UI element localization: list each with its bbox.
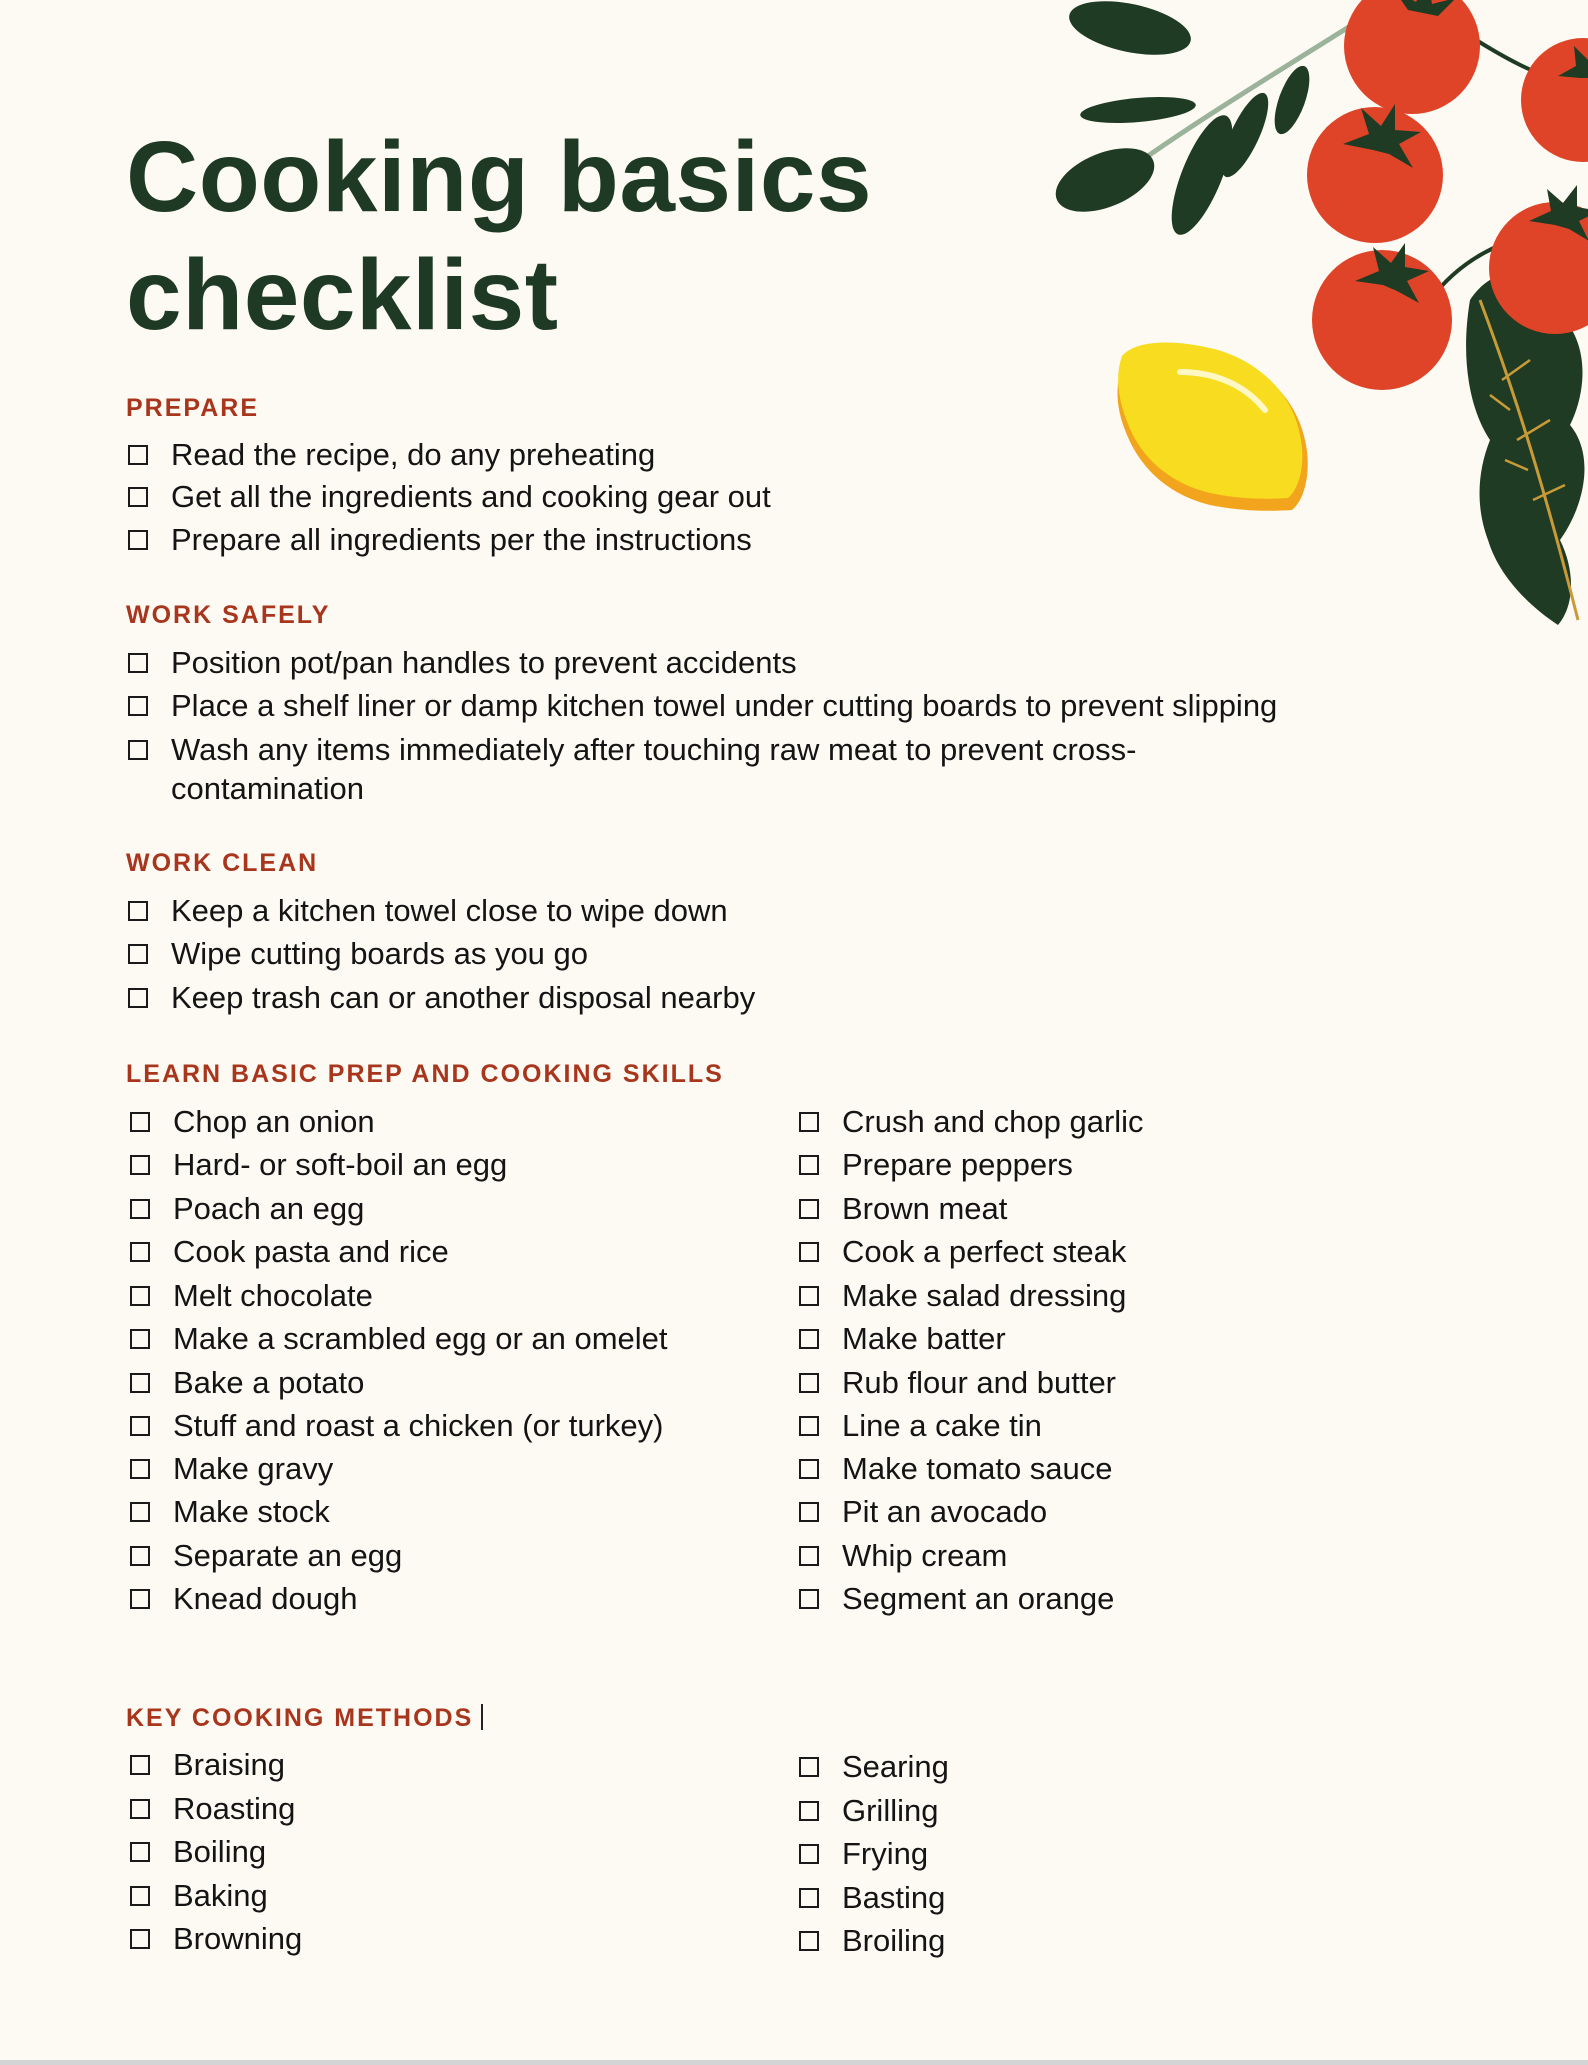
item-label: Hard- or soft-boil an egg [173,1147,508,1182]
item-label: Prepare peppers [842,1147,1073,1182]
checklist-item [799,1921,945,1960]
item-label: Grilling [842,1793,939,1828]
checkbox[interactable] [130,1546,150,1566]
checklist-item [130,1449,333,1488]
checkbox[interactable] [128,696,148,716]
checklist-item [799,1791,938,1830]
item-label: Prepare all ingredients per the instructions [171,522,752,557]
item-label: Frying [842,1836,929,1871]
section-heading-skills: LEARN BASIC PREP AND COOKING SKILLS [126,1060,724,1088]
item-label: Crush and chop garlic [842,1104,1144,1139]
item-label: Roasting [173,1791,296,1826]
checkbox[interactable] [799,1416,819,1436]
text-cursor [481,1704,483,1730]
checkbox[interactable] [799,1459,819,1479]
item-label: Brown meat [842,1191,1008,1226]
item-label: Chop an onion [173,1104,375,1139]
checklist-item [128,934,588,973]
checkbox[interactable] [799,1155,819,1175]
checklist-item [799,1232,1126,1271]
checkbox[interactable] [130,1286,150,1306]
checkbox[interactable] [799,1844,819,1864]
checklist-item [799,1579,1114,1618]
checkbox[interactable] [130,1886,150,1906]
checkbox[interactable] [130,1755,150,1775]
checklist-item [130,1189,364,1228]
checklist-item [128,643,797,682]
checkbox[interactable] [799,1589,819,1609]
item-label: Melt chocolate [173,1278,373,1313]
item-label: Cook a perfect steak [842,1234,1127,1269]
item-label: Make tomato sauce [842,1451,1113,1486]
checkbox[interactable] [128,901,148,921]
checklist-item [128,686,1277,725]
checklist-item [799,1363,1116,1402]
item-label: Braising [173,1747,285,1782]
checkbox[interactable] [128,740,148,760]
checklist-item [799,1449,1113,1488]
checklist-item [130,1406,664,1445]
section-heading-prepare: PREPARE [126,394,260,422]
checklist-item [128,520,752,559]
checklist-item [130,1492,330,1531]
checklist-item [799,1492,1047,1531]
checklist-item [130,1745,285,1784]
page-title: Cooking basics checklist [126,121,873,351]
checklist-item [130,1102,375,1141]
checkbox[interactable] [128,445,148,465]
checkbox[interactable] [130,1799,150,1819]
item-label: Place a shelf liner or damp kitchen towel under cutting boards to prevent slipping [171,688,1278,723]
checkbox[interactable] [128,988,148,1008]
checklist-item [130,1789,295,1828]
checklist-item [130,1832,266,1871]
item-label: Wipe cutting boards as you go [171,936,589,971]
checkbox[interactable] [799,1329,819,1349]
checkbox[interactable] [799,1286,819,1306]
checkbox[interactable] [130,1373,150,1393]
tomato-icon [1307,0,1588,390]
checkbox[interactable] [799,1502,819,1522]
checklist-item [130,1363,364,1402]
produce-illustration [1030,0,1588,640]
checkbox[interactable] [128,530,148,550]
item-label: Separate an egg [173,1538,403,1573]
checkbox[interactable] [130,1459,150,1479]
checkbox[interactable] [128,653,148,673]
checkbox[interactable] [130,1842,150,1862]
item-label: Make stock [173,1494,330,1529]
checklist-item [128,435,655,474]
item-label: Broiling [842,1923,946,1958]
checkbox[interactable] [130,1929,150,1949]
item-label: Browning [173,1921,303,1956]
checkbox[interactable] [799,1801,819,1821]
item-label: Position pot/pan handles to prevent accidents [171,645,797,680]
checklist-item [130,1876,268,1915]
item-label: Rub flour and butter [842,1365,1117,1400]
item-label: Make a scrambled egg or an omelet [173,1321,668,1356]
item-label: Basting [842,1880,946,1915]
checkbox[interactable] [799,1546,819,1566]
item-label: Baking [173,1878,268,1913]
checklist-item [799,1145,1073,1184]
item-label: Keep a kitchen towel close to wipe down [171,893,728,928]
item-label: Wash any items immediately after touching raw meat to prevent cross-contamination [171,732,1137,806]
checklist-item [799,1878,945,1917]
checklist-item [128,978,755,1017]
section-heading-methods[interactable] [126,1703,483,1733]
section-heading-methods-text: KEY COOKING METHODS [126,1704,474,1732]
checklist-item [799,1102,1144,1141]
item-label: Segment an orange [842,1581,1115,1616]
checkbox[interactable] [799,1931,819,1951]
checklist-item [799,1834,928,1873]
item-label: Boiling [173,1834,267,1869]
section-heading-work-clean: WORK CLEAN [126,849,319,877]
item-label: Keep trash can or another disposal nearby [171,980,756,1015]
item-label: Stuff and roast a chicken (or turkey) [173,1408,664,1443]
item-label: Searing [842,1749,949,1784]
checklist-item [130,1319,668,1358]
checkbox[interactable] [799,1112,819,1132]
checklist-item [799,1189,1007,1228]
item-label: Line a cake tin [842,1408,1042,1443]
checkbox[interactable] [130,1589,150,1609]
item-label: Make batter [842,1321,1006,1356]
checkbox[interactable] [799,1242,819,1262]
checkbox[interactable] [799,1888,819,1908]
checklist-item [799,1276,1126,1315]
item-label: Whip cream [842,1538,1008,1573]
section-heading-work-safely: WORK SAFELY [126,601,331,629]
checklist-item [130,1919,302,1958]
checkbox[interactable] [130,1155,150,1175]
item-label: Make gravy [173,1451,334,1486]
checkbox[interactable] [128,487,148,507]
checklist-item [130,1145,507,1184]
item-label: Make salad dressing [842,1278,1127,1313]
checklist-item [130,1579,357,1618]
item-label: Get all the ingredients and cooking gear out [171,479,771,514]
checklist-item [799,1406,1042,1445]
checklist-item [128,891,728,930]
checkbox[interactable] [130,1199,150,1219]
checkbox[interactable] [130,1502,150,1522]
checklist-item [128,730,1271,808]
item-label: Cook pasta and rice [173,1234,449,1269]
checkbox[interactable] [799,1199,819,1219]
item-label: Pit an avocado [842,1494,1048,1529]
item-label: Bake a potato [173,1365,365,1400]
lemon-icon [1118,342,1308,510]
checklist-item [799,1319,1006,1358]
checkbox[interactable] [799,1757,819,1777]
item-label: Read the recipe, do any preheating [171,437,656,472]
checkbox[interactable] [130,1242,150,1262]
checkbox[interactable] [799,1373,819,1393]
checklist-item [799,1747,949,1786]
checkbox[interactable] [130,1112,150,1132]
item-label: Knead dough [173,1581,358,1616]
checklist-item [799,1536,1007,1575]
page-bottom-edge [0,2060,1588,2065]
checklist-item [130,1276,373,1315]
checklist-item [130,1536,402,1575]
checkbox[interactable] [130,1416,150,1436]
checkbox[interactable] [128,944,148,964]
checklist-item [128,477,771,516]
item-label: Poach an egg [173,1191,365,1226]
checklist-item [130,1232,449,1271]
checkbox[interactable] [130,1329,150,1349]
